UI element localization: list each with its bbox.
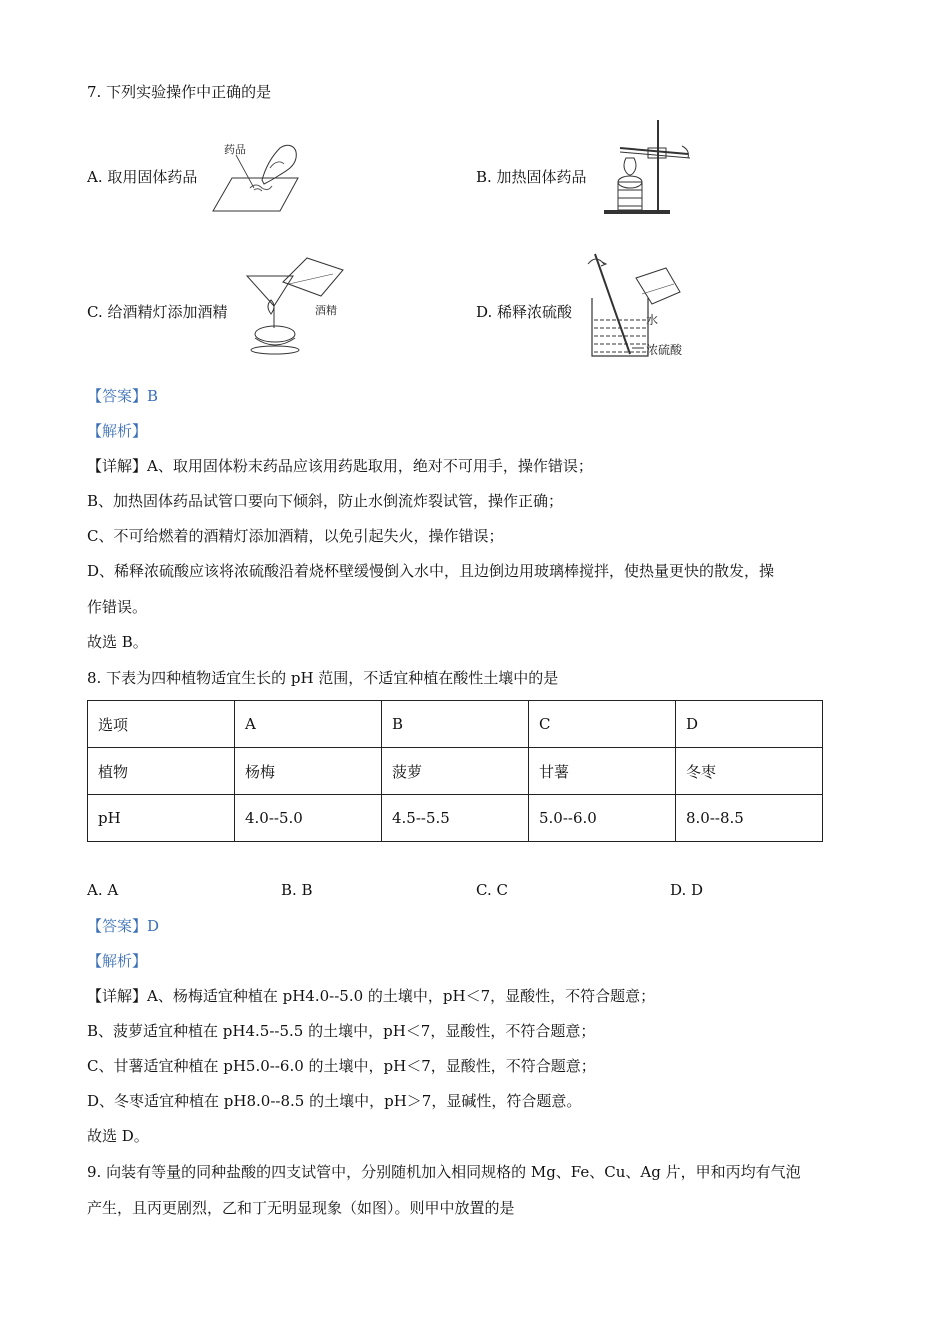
figure-d-label-water: 水 (646, 313, 659, 327)
q7-stem: 7. 下列实验操作中正确的是 (87, 83, 272, 101)
table-cell: B (382, 701, 529, 748)
q7-conclusion: 故选 B。 (87, 633, 148, 651)
q7-option-d: D. 稀释浓硫酸 (476, 303, 573, 321)
q8-detail-2: B、菠萝适宜种植在 pH4.5--5.5 的土壤中，pH＜7，显酸性，不符合题意； (87, 1022, 596, 1040)
table-cell: 植物 (88, 748, 235, 795)
q7-detail-4: D、稀释浓硫酸应该将浓硫酸沿着烧杯壁缓慢倒入水中，且边倒边用玻璃棒搅拌，使热量更快的散发，操 (87, 562, 775, 580)
figure-add-alcohol (245, 256, 345, 356)
q8-detail-4: D、冬枣适宜种植在 pH8.0--8.5 的土壤中，pH＞7，显碱性，符合题意。 (87, 1092, 582, 1110)
q7-option-c: C. 给酒精灯添加酒精 (87, 303, 228, 321)
table-cell: 菠萝 (382, 748, 529, 795)
q8-stem: 8. 下表为四种植物适宜生长的 pH 范围，不适宜种植在酸性土壤中的是 (87, 669, 559, 687)
table-cell: 甘薯 (529, 748, 676, 795)
q8-choice-c: C. C (476, 881, 508, 899)
q7-detail-2: B、加热固体药品试管口要向下倾斜，防止水倒流炸裂试管，操作正确； (87, 492, 564, 510)
table-cell: 5.0--6.0 (529, 795, 676, 842)
ph-table (87, 700, 823, 842)
table-row (88, 795, 823, 842)
q8-conclusion: 故选 D。 (87, 1127, 149, 1145)
table-row (88, 748, 823, 795)
q8-choice-a: A. A (87, 881, 119, 899)
table-cell: 冬枣 (676, 748, 823, 795)
q9-stem-line-2: 产生，且丙更剧烈，乙和丁无明显现象（如图）。则甲中放置的是 (87, 1199, 515, 1217)
figure-a-label: 药品 (224, 143, 246, 156)
q8-detail-1: 【详解】A、杨梅适宜种植在 pH4.0--5.0 的土壤中，pH＜7，显酸性，不符合题意； (87, 987, 656, 1005)
figure-heat-solid (600, 118, 695, 218)
table-cell: 8.0--8.5 (676, 795, 823, 842)
table-cell: 4.5--5.5 (382, 795, 529, 842)
table-row (88, 701, 823, 748)
table-cell: 选项 (88, 701, 235, 748)
figure-c-label: 酒精 (315, 304, 337, 317)
q8-choice-b: B. B (281, 881, 313, 899)
q8-analysis-title: 【解析】 (87, 952, 148, 970)
q7-answer: 【答案】B (87, 387, 159, 405)
table-cell: 4.0--5.0 (235, 795, 382, 842)
q7-detail-5: 作错误。 (87, 598, 148, 616)
q7-option-b: B. 加热固体药品 (476, 168, 587, 186)
figure-dilute-acid (580, 250, 690, 362)
q9-stem-line-1: 9. 向装有等量的同种盐酸的四支试管中，分别随机加入相同规格的 Mg、Fe、Cu、Ag 片，甲和丙均有气泡 (87, 1163, 801, 1181)
table-cell: 杨梅 (235, 748, 382, 795)
table-cell: C (529, 701, 676, 748)
q7-detail-3: C、不可给燃着的酒精灯添加酒精，以免引起失火，操作错误； (87, 527, 504, 545)
table-cell: pH (88, 795, 235, 842)
table-cell: D (676, 701, 823, 748)
q7-detail-1: 【详解】A、取用固体粉末药品应该用药匙取用，绝对不可用手，操作错误； (87, 457, 593, 475)
q8-answer: 【答案】D (87, 917, 160, 935)
figure-take-solid (210, 138, 305, 216)
table-cell: A (235, 701, 382, 748)
q8-choice-d: D. D (670, 881, 704, 899)
q7-option-a: A. 取用固体药品 (87, 168, 198, 186)
q8-detail-3: C、甘薯适宜种植在 pH5.0--6.0 的土壤中，pH＜7，显酸性，不符合题意； (87, 1057, 596, 1075)
figure-d-label-acid: 浓硫酸 (646, 343, 683, 357)
q7-analysis-title: 【解析】 (87, 422, 148, 440)
